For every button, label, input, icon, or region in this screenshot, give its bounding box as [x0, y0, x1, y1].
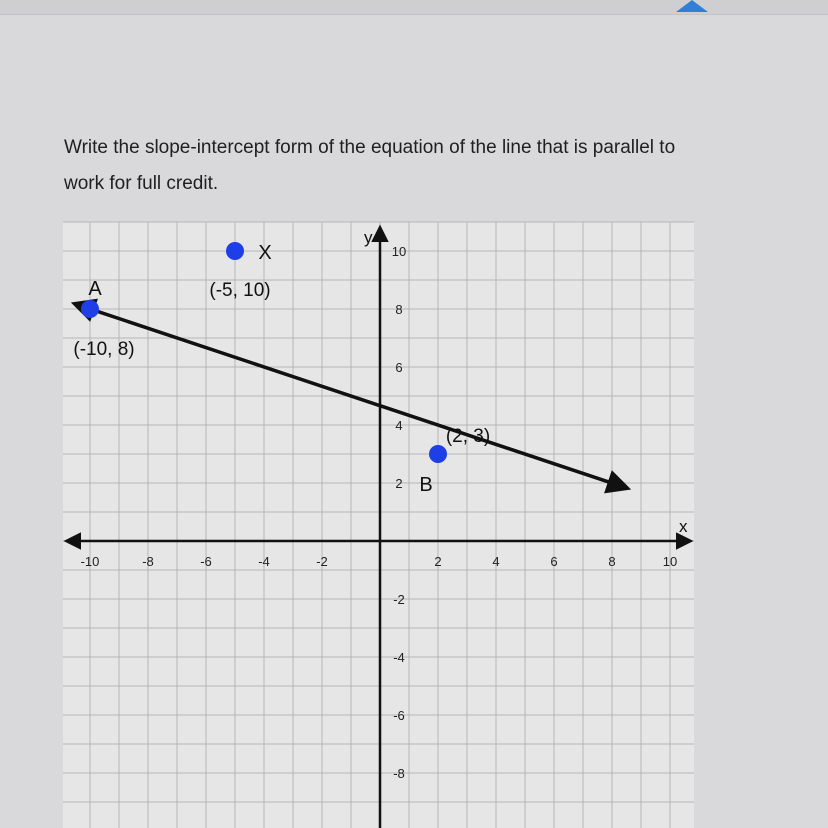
question-line-1: Write the slope-intercept form of the equation of the line that is parallel to: [64, 137, 676, 158]
point-coord-label-a: (-10, 8): [73, 339, 135, 360]
y-tick-label: 6: [395, 360, 403, 375]
graph-paper: [63, 222, 694, 828]
point-label-x: X: [258, 242, 272, 264]
point-coord-label-x: (-5, 10): [209, 280, 271, 301]
x-tick-label: 6: [550, 554, 558, 569]
point-b: [429, 445, 447, 463]
point-x: [226, 242, 244, 260]
y-axis-label: y: [364, 228, 373, 247]
x-tick-label: 2: [434, 554, 442, 569]
x-tick-label: 4: [492, 554, 500, 569]
x-tick-label: -2: [316, 554, 328, 569]
y-tick-label: -8: [393, 766, 405, 781]
x-tick-label: -8: [142, 554, 154, 569]
x-tick-label: -6: [200, 554, 212, 569]
x-tick-label: 10: [662, 554, 678, 569]
y-tick-label: -6: [393, 708, 405, 723]
point-label-a: A: [88, 278, 102, 300]
x-axis-label: x: [679, 517, 688, 536]
y-tick-label: -4: [393, 650, 405, 665]
y-tick-label: 2: [395, 476, 403, 491]
question-line-2: work for full credit.: [64, 173, 219, 194]
x-tick-label: -4: [258, 554, 270, 569]
point-a: [81, 300, 99, 318]
point-label-b: B: [419, 474, 433, 496]
x-tick-label: 8: [608, 554, 616, 569]
x-tick-label: -10: [80, 554, 100, 569]
y-tick-label: 4: [395, 418, 403, 433]
y-tick-label: -2: [393, 592, 405, 607]
y-tick-label: 8: [395, 302, 403, 317]
y-tick-label: 10: [391, 244, 407, 259]
point-coord-label-b: (2, 3): [445, 426, 491, 447]
